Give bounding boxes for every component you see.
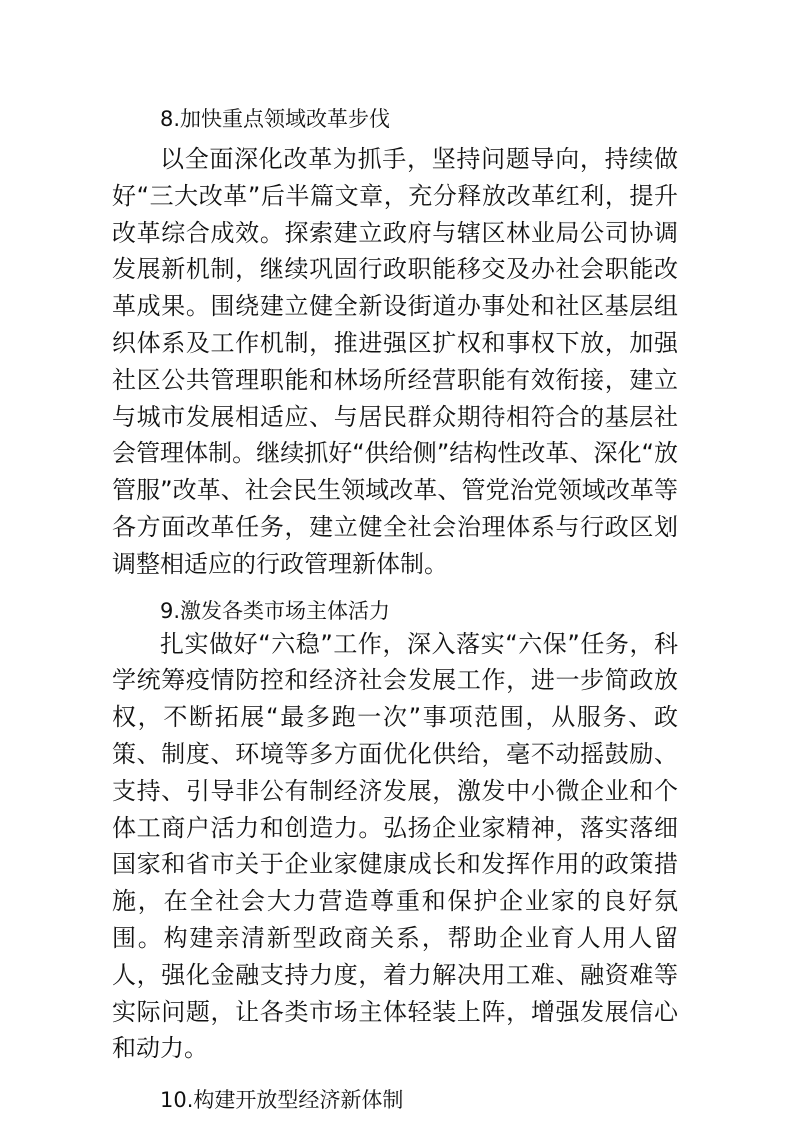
- section-heading-10: 10.构建开放型经济新体制: [160, 1088, 404, 1113]
- section-heading-8: 8.加快重点领域改革步伐: [160, 107, 391, 131]
- section-paragraph-8: 以全面深化改革为抓手，坚持问题导向，持续做好“三大改革”后半篇文章，充分释放改革红利，提升改革综合成效。探索建立政府与辖区林业局公司协调发展新机制，继续巩固行政职能移交及办社会职能改革成果。围绕建立健全新设街道办事处和社区基层组织体系及工作机制，推进强区扩权和事权下放，加强社区公共管理职能和林场所经营职能有效衔接，建立与城市发展相适应、与居民群众期待相符合的基层社会管理体制。继续抓好“供给侧”结构性改革、深化“放管服”改革、社会民生领域改革、管党治党领域改革等各方面改革任务，建立健全社会治理体系与行政区划调整相适应的行政管理新体制。: [112, 145, 678, 578]
- document-body: [112, 104, 678, 1115]
- section-paragraph-9: 扎实做好“六稳”工作，深入落实“六保”任务，科学统筹疫情防控和经济社会发展工作，进一步简政放权，不断拓展“最多跑一次”事项范围，从服务、政策、制度、环境等多方面优化供给，毫不动摇鼓励、支持、引导非公有制经济发展，激发中小微企业和个体工商户活力和创造力。弘扬企业家精神，落实落细国家和省市关于企业家健康成长和发挥作用的政策措施，在全社会大力营造尊重和保护企业家的良好氛围。构建亲清新型政商关系，帮助企业育人用人留人，强化金融支持力度，着力解决用工难、融资难等实际问题，让各类市场主体轻装上阵，增强发展信心和动力。: [112, 629, 678, 1063]
- section-heading-9: 9.激发各类市场主体活力: [160, 598, 391, 623]
